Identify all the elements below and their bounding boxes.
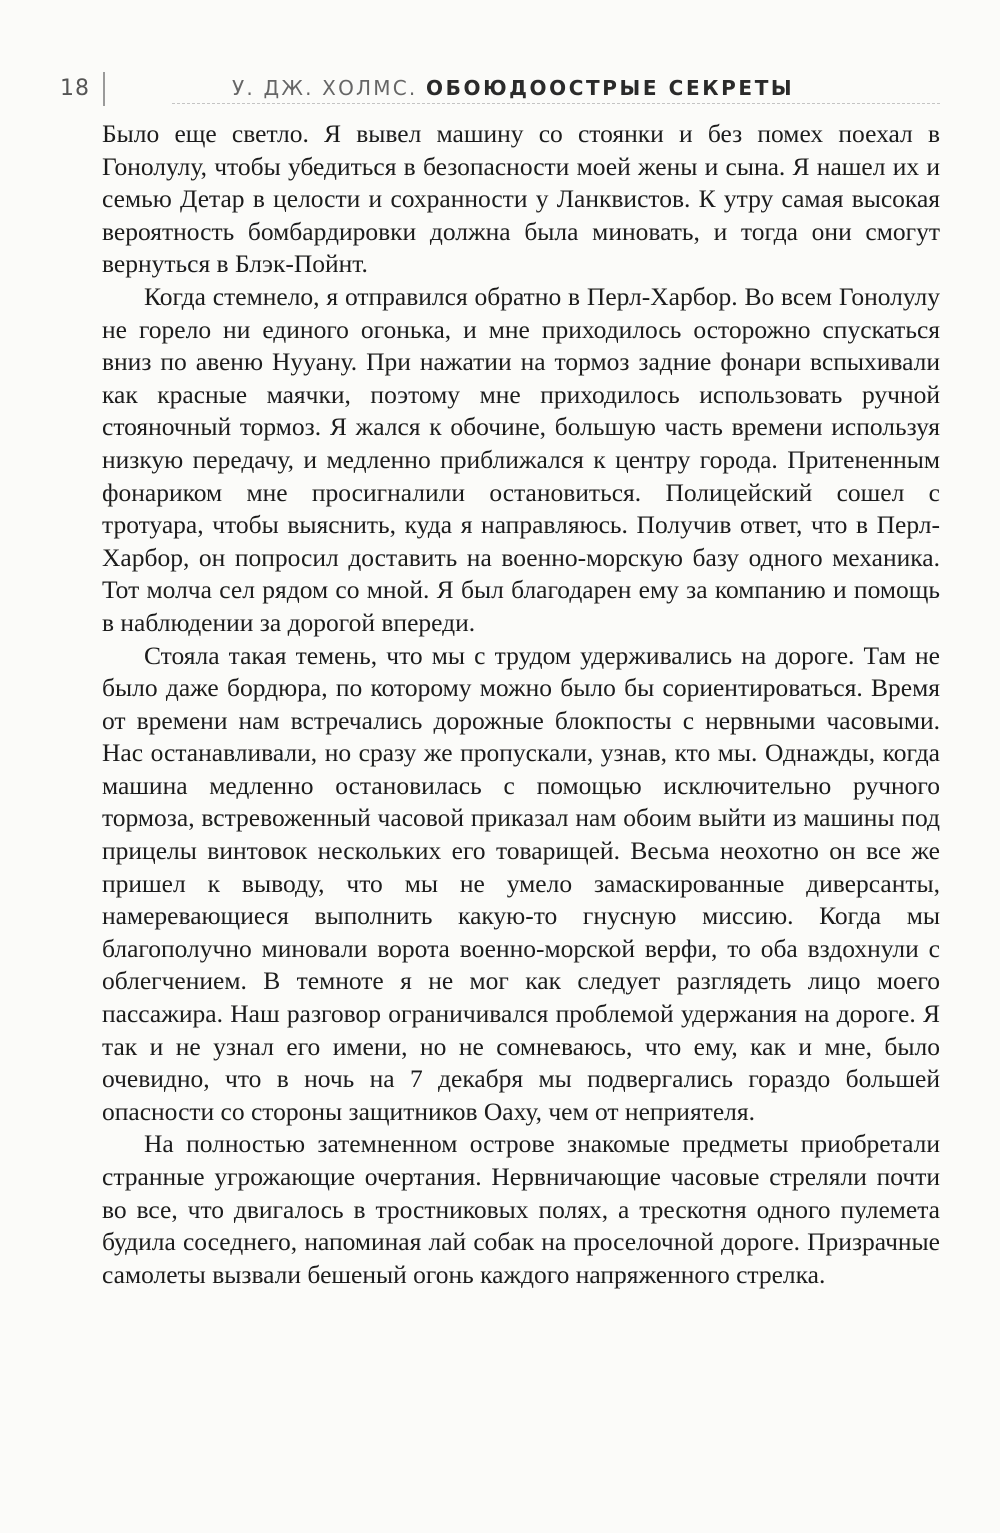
paragraph-3: Стояла такая темень, что мы с трудом удерживались на дороге. Там не было даже бордюра, по которому можно было бы сориентироваться. Время от времени нам встречались дорожные блокпосты с нервными часовыми. Нас останавливали, но сразу же пропускали, узнав, кто мы. Однажды, когда машина медленно остановилась с помощью исключительно ручного тормоза, встревоженный часовой приказал нам обоим выйти из машины под прицелы винтовок нескольких его товарищей. Весьма неохотно он все же пришел к выводу, что мы не умело замаскированные диверсанты, намеревающиеся выполнить какую-то гнусную миссию. Когда мы благополучно миновали ворота военно-морской верфи, то оба вздохнули с облегчением. В темноте я не мог как следует разглядеть лицо моего пассажира. Наш разговор ограничивался проблемой удержания на дороге. Я так и не узнал его имени, но не сомневаюсь, что ему, как и мне, было очевидно, что в ночь на 7 декабря мы подвергались гораздо большей опасности со стороны защитников Оаху, чем от неприятеля. bbox=[102, 640, 940, 1126]
author-name: У. ДЖ. ХОЛМС. bbox=[232, 76, 418, 100]
page-number: 18 bbox=[60, 76, 90, 101]
page-body bbox=[102, 118, 940, 1291]
running-header bbox=[60, 72, 940, 106]
paragraph-2: Когда стемнело, я отправился обратно в Перл-Харбор. Во всем Гонолулу не горело ни единого огонька, и мне приходилось осторожно спускаться вниз по авеню Нууану. При нажатии на тормоз задние фонари вспыхивали как красные маячки, поэтому мне приходилось использовать ручной стояночный тормоз. Я жался к обочине, большую часть времени используя низкую передачу, и медленно приближался к центру города. Притененным фонариком мне просигналили остановиться. Полицейский сошел с тротуара, чтобы выяснить, куда я направляюсь. Получив ответ, что в Перл-Харбор, он попросил доставить на военно-морскую базу одного механика. Тот молча сел рядом со мной. Я был благодарен ему за компанию и помощь в наблюдении за дорогой впереди. bbox=[102, 281, 940, 637]
header-divider bbox=[103, 72, 105, 106]
book-title: ОБОЮДООСТРЫЕ СЕКРЕТЫ bbox=[426, 76, 795, 100]
header-underline bbox=[172, 103, 940, 104]
running-title bbox=[232, 76, 794, 100]
paragraph-4: На полностью затемненном острове знакомые предметы приобретали странные угрожающие очертания. Нервничающие часовые стреляли почти во все, что двигалось в тростниковых полях, а трескотня одного пулемета будила соседнего, напоминая лай собак на проселочной дороге. Призрачные самолеты вызвали бешеный огонь каждого напряженного стрелка. bbox=[102, 1129, 940, 1289]
paragraph-1: Было еще светло. Я вывел машину со стоянки и без помех поехал в Гонолулу, чтобы убедиться в безопасности моей жены и сына. Я нашел их и семью Детар в целости и сохранности у Ланквистов. К утру самая высокая вероятность бомбардировки должна была миновать, и тогда они смогут вернуться в Блэк-Пойнт. bbox=[102, 119, 940, 279]
